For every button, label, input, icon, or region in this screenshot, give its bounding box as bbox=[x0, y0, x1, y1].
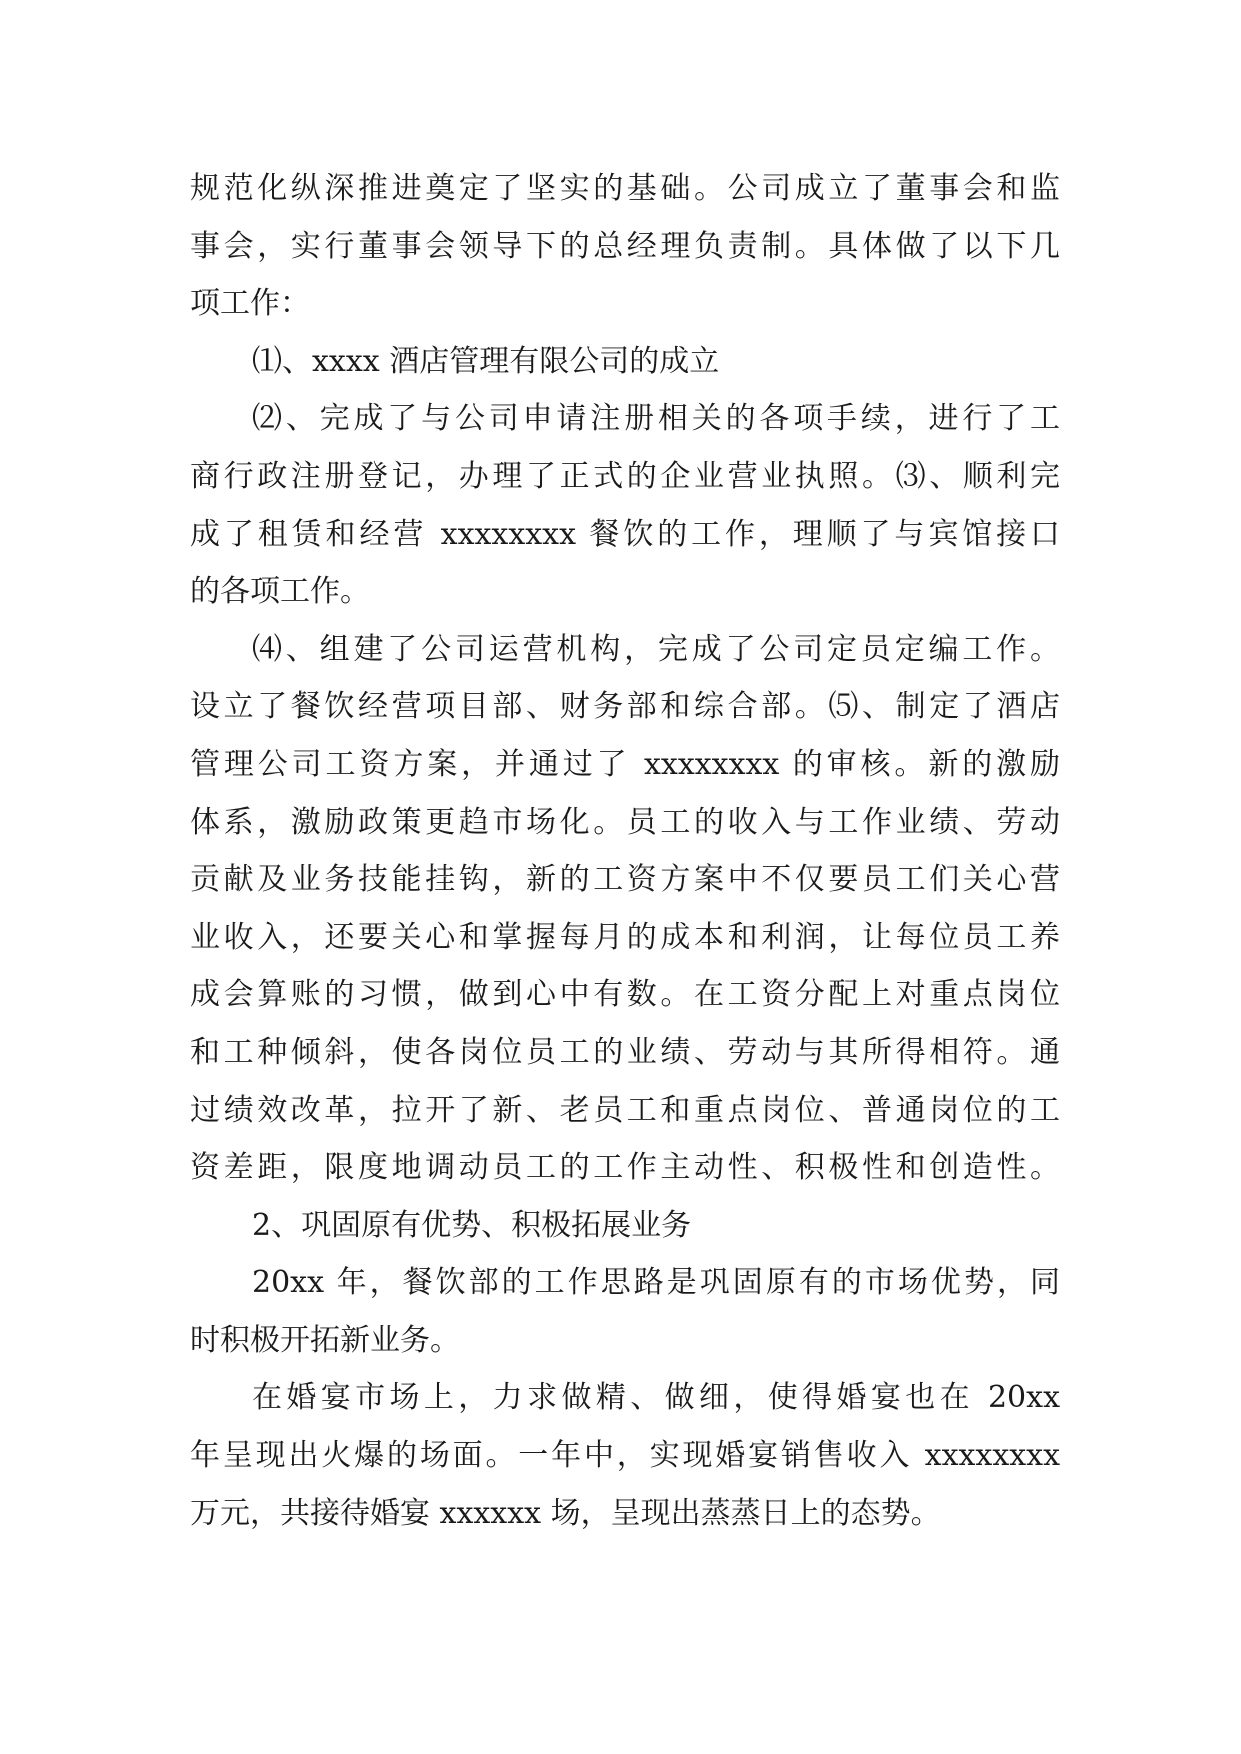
text-line: 体系，激励政策更趋市场化。员工的收入与工作业绩、劳动 bbox=[190, 804, 1060, 840]
text-line: 商行政注册登记，办理了正式的企业营业执照。⑶、顺利完 bbox=[190, 458, 1060, 494]
text-line: 贡献及业务技能挂钩，新的工资方案中不仅要员工们关心营 bbox=[190, 862, 1060, 898]
list-item-line: ⑵、完成了与公司申请注册相关的各项手续，进行了工 bbox=[252, 401, 1060, 437]
text-line: 和工种倾斜，使各岗位员工的业绩、劳动与其所得相符。通 bbox=[190, 1034, 1060, 1070]
text-line: 时积极开拓新业务。 bbox=[190, 1322, 460, 1358]
text-line: 成了租赁和经营 xxxxxxxx 餐饮的工作，理顺了与宾馆接口 bbox=[190, 516, 1060, 552]
text-line: 过绩效改革，拉开了新、老员工和重点岗位、普通岗位的工 bbox=[190, 1092, 1060, 1128]
text-line: 业收入，还要关心和掌握每月的成本和利润，让每位员工养 bbox=[190, 919, 1060, 955]
text-line: 事会，实行董事会领导下的总经理负责制。具体做了以下几 bbox=[190, 228, 1060, 264]
list-item-line: ⑷、组建了公司运营机构，完成了公司定员定编工作。 bbox=[252, 631, 1060, 667]
text-line: 成会算账的习惯，做到心中有数。在工资分配上对重点岗位 bbox=[190, 977, 1060, 1013]
text-line: 年呈现出火爆的场面。一年中，实现婚宴销售收入 xxxxxxxx bbox=[190, 1438, 1060, 1474]
text-line: 资差距，限度地调动员工的工作主动性、积极性和创造性。 bbox=[190, 1150, 1060, 1186]
text-line: 设立了餐饮经营项目部、财务部和综合部。⑸、制定了酒店 bbox=[190, 689, 1060, 725]
section-heading: 2、巩固原有优势、积极拓展业务 bbox=[252, 1207, 692, 1243]
text-line: 的各项工作。 bbox=[190, 574, 370, 610]
text-line: 规范化纵深推进奠定了坚实的基础。公司成立了董事会和监 bbox=[190, 171, 1060, 206]
paragraph-start-line: 20xx 年，餐饮部的工作思路是巩固原有的市场优势，同 bbox=[252, 1265, 1060, 1301]
list-item-line: ⑴、xxxx 酒店管理有限公司的成立 bbox=[252, 343, 720, 379]
paragraph-start-line: 在婚宴市场上，力求做精、做细，使得婚宴也在 20xx bbox=[252, 1380, 1060, 1416]
document-body bbox=[190, 160, 1060, 1542]
text-line: 管理公司工资方案，并通过了 xxxxxxxx 的审核。新的激励 bbox=[190, 746, 1060, 782]
text-line: 万元，共接待婚宴 xxxxxx 场，呈现出蒸蒸日上的态势。 bbox=[190, 1495, 941, 1531]
text-line: 项工作： bbox=[190, 286, 310, 322]
